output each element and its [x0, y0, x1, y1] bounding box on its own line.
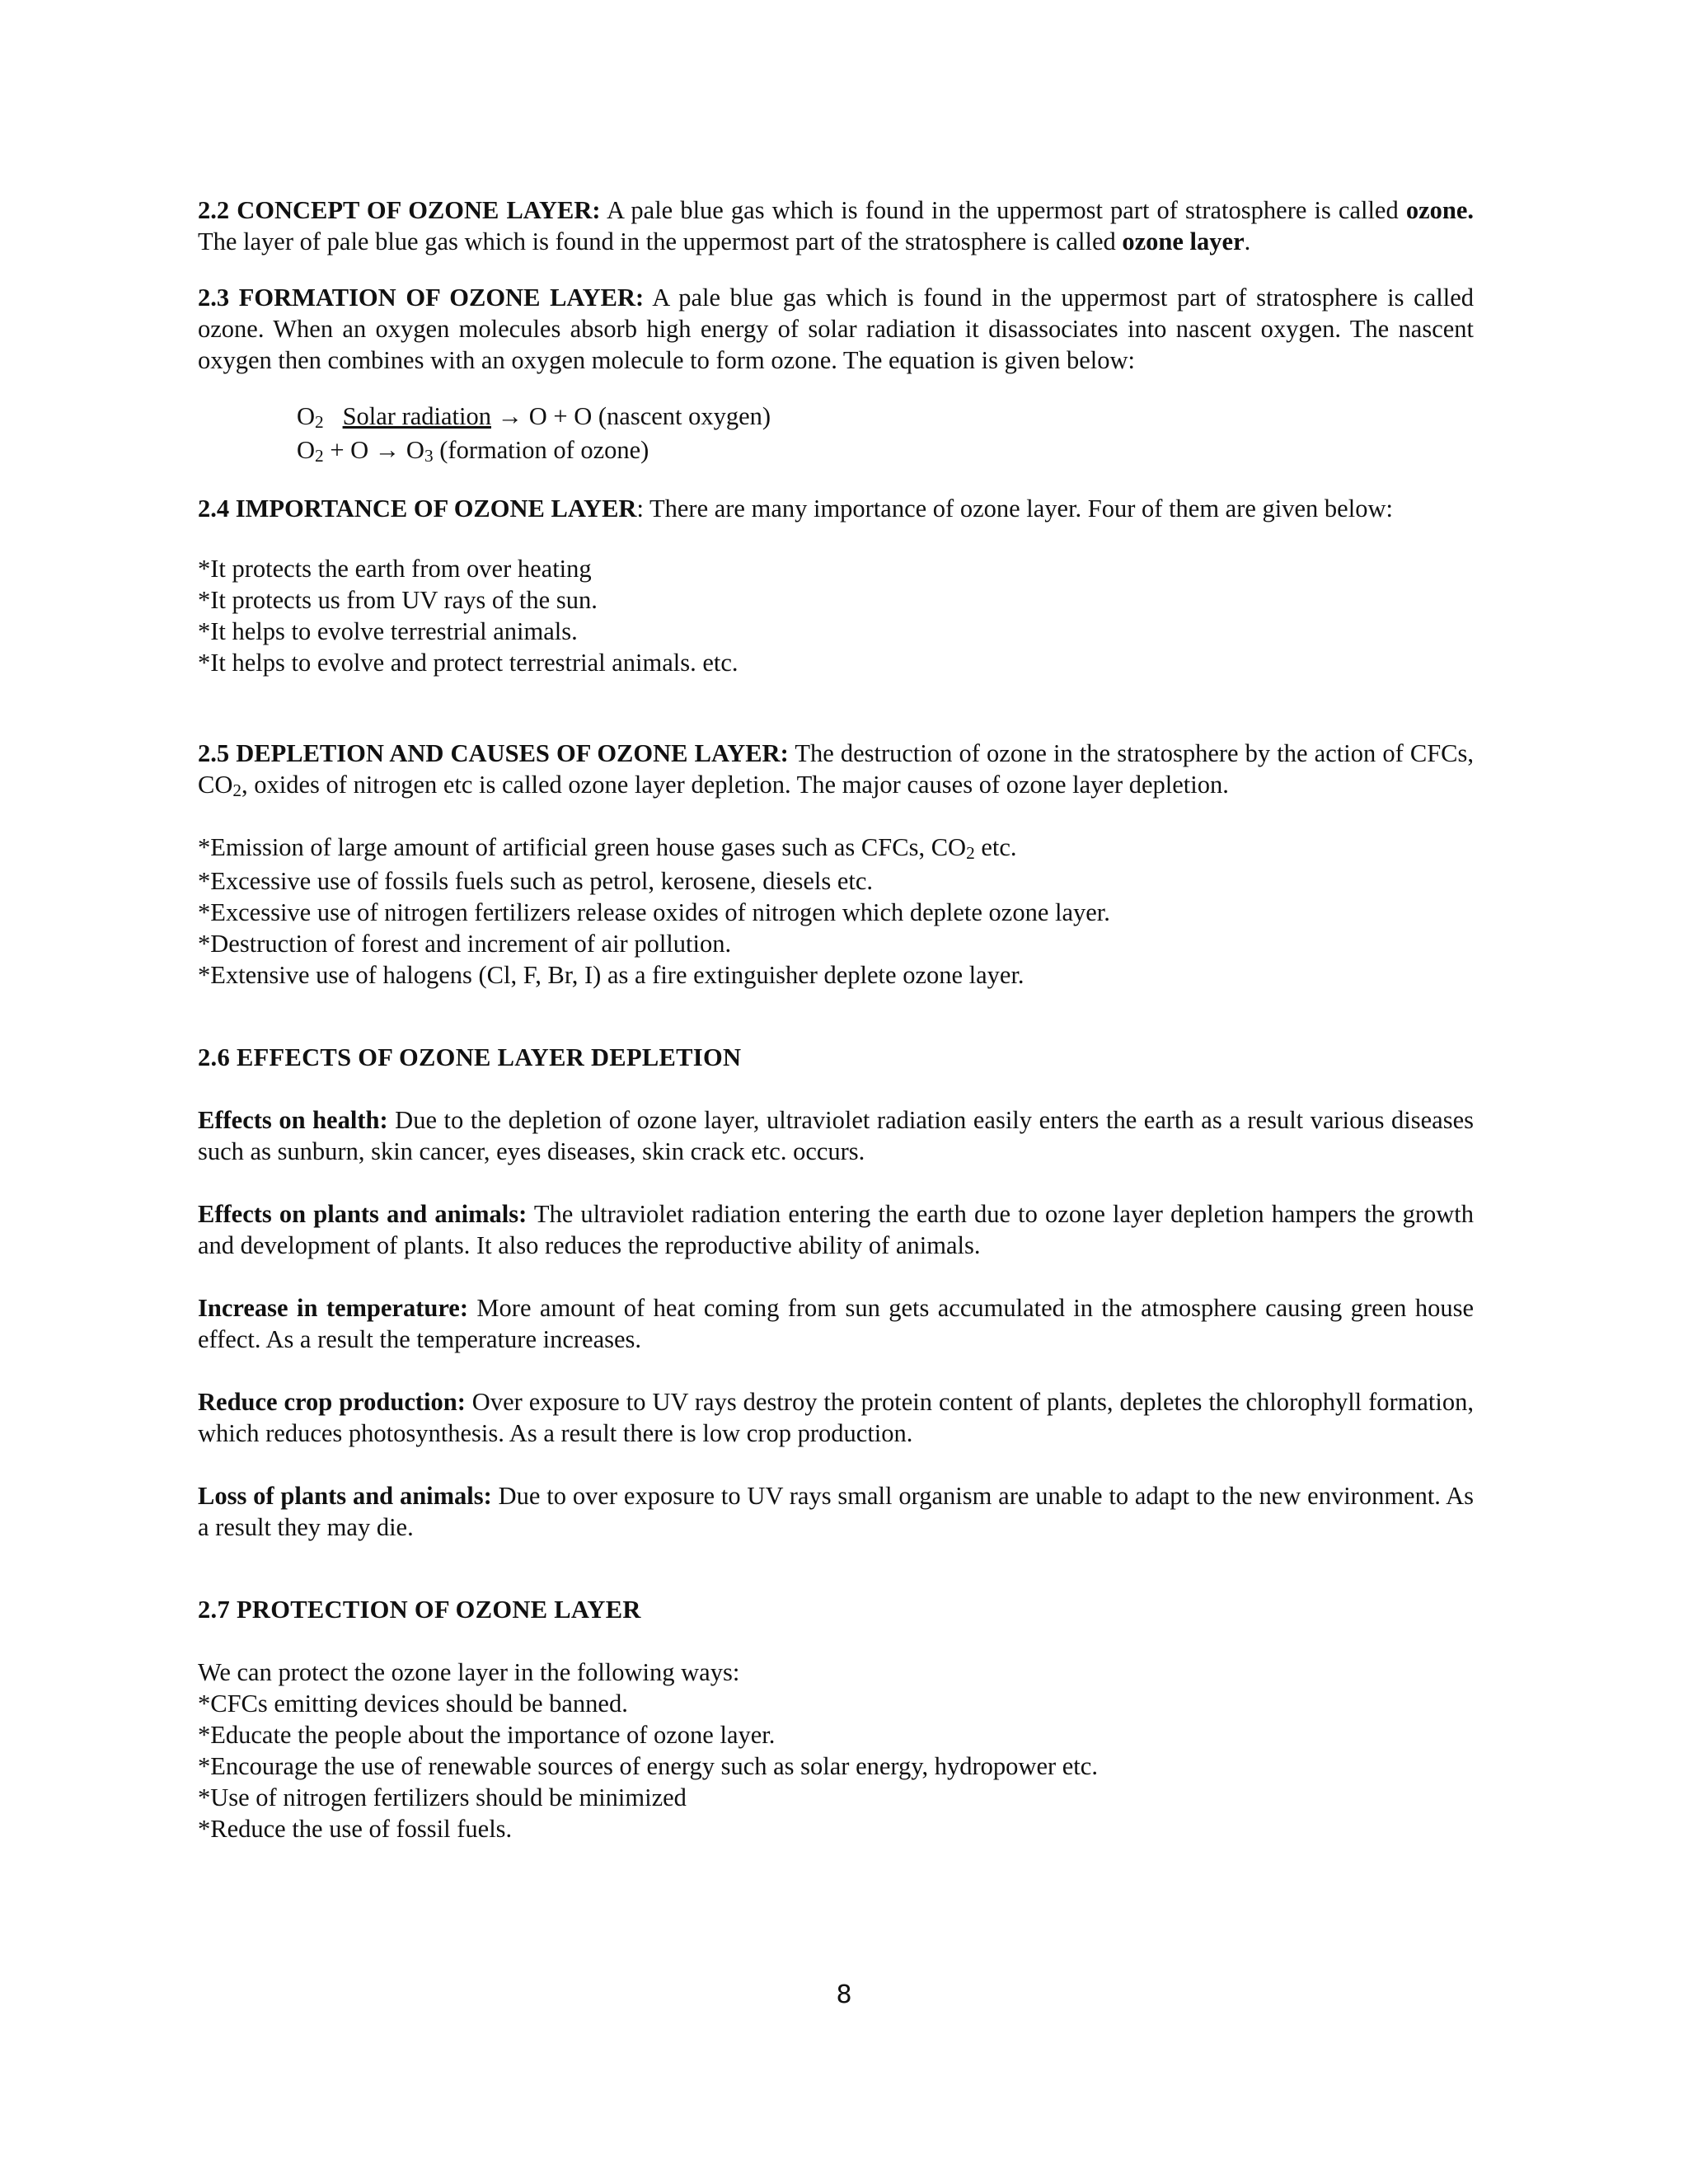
list-item: *Extensive use of halogens (Cl, F, Br, I) as a fire extinguisher deplete ozone layer.: [198, 961, 1025, 989]
effect-text: Due to over exposure to UV rays small organism are unable to adapt to the new environment. As a result they may die.: [198, 1482, 1474, 1541]
list-item: *It helps to evolve and protect terrestrial animals. etc.: [198, 649, 738, 677]
section-2-6-heading: 2.6 EFFECTS OF OZONE LAYER DEPLETION: [198, 1043, 742, 1071]
eq2-note: (formation of ozone): [433, 436, 649, 464]
effect-text: Over exposure to UV rays destroy the protein content of plants, depletes the chlorophyll formation, which reduces photosynthesis. As a result there is low crop production.: [198, 1388, 1474, 1447]
effect-paragraph: [198, 1198, 1474, 1261]
effect-paragraph: [198, 1386, 1474, 1449]
protection-intro: We can protect the ozone layer in the following ways:: [198, 1658, 740, 1686]
section-2-2-label: 2.2 CONCEPT OF OZONE LAYER:: [198, 196, 601, 224]
effect-label: Effects on health:: [198, 1106, 388, 1134]
section-2-2-bold-2: ozone layer: [1122, 227, 1245, 255]
section-2-2-bold-1: ozone.: [1405, 196, 1474, 224]
cause-1-subscript: 2: [966, 843, 975, 864]
list-item: *Excessive use of fossils fuels such as petrol, kerosene, diesels etc.: [198, 867, 874, 895]
effect-paragraph: [198, 1292, 1474, 1355]
list-item: *Educate the people about the importance of ozone layer.: [198, 1721, 776, 1749]
page-number: 8: [836, 1980, 852, 2009]
list-item: *It protects us from UV rays of the sun.: [198, 586, 598, 614]
section-2-5-label: 2.5 DEPLETION AND CAUSES OF OZONE LAYER:: [198, 739, 789, 767]
section-2-5-text-2: , oxides of nitrogen etc is called ozone layer depletion. The major causes of ozone layer depletion.: [241, 771, 1229, 799]
section-2-5-subscript: 2: [232, 780, 242, 801]
protection-list: [198, 1657, 1474, 1844]
list-item: *CFCs emitting devices should be banned.: [198, 1690, 628, 1718]
effect-paragraph: [198, 1104, 1474, 1167]
section-2-3-label: 2.3 FORMATION OF OZONE LAYER:: [198, 284, 645, 312]
section-2-5-paragraph: [198, 738, 1474, 803]
importance-list: [198, 553, 1474, 678]
eq2-subscript-2: 3: [424, 446, 434, 466]
eq1-solar-radiation: Solar radiation: [342, 402, 491, 430]
list-item: *Reduce the use of fossil fuels.: [198, 1815, 513, 1843]
section-2-2-text-2: The layer of pale blue gas which is found in the uppermost part of the stratosphere is called: [198, 227, 1123, 255]
section-2-5-text-1: The destruction of ozone in the stratosphere by the action of CFCs, CO: [198, 739, 1474, 799]
section-2-4-paragraph: [198, 493, 1474, 524]
effect-label: Effects on plants and animals:: [198, 1200, 528, 1228]
list-item: *Encourage the use of renewable sources of energy such as solar energy, hydropower etc.: [198, 1752, 1098, 1780]
cause-1-text: *Emission of large amount of artificial green house gases such as CFCs, CO: [198, 833, 967, 861]
section-2-3-text: A pale blue gas which is found in the uppermost part of stratosphere is called ozone. When an oxygen molecules absorb high energy of solar radiation it disassociates into nascent oxygen. The nascent oxygen then combines with an oxygen molecule to form ozone. The equation is given below:: [198, 284, 1474, 374]
effect-text: The ultraviolet radiation entering the earth due to ozone layer depletion hampers the growth and development of plants. It also reduces the reproductive ability of animals.: [198, 1200, 1474, 1259]
effect-text: More amount of heat coming from sun gets accumulated in the atmosphere causing green house effect. As a result the temperature increases.: [198, 1294, 1474, 1353]
eq1-subscript: 2: [315, 412, 324, 433]
section-2-2-text-1: A pale blue gas which is found in the uppermost part of stratosphere is called: [600, 196, 1406, 224]
effect-label: Increase in temperature:: [198, 1294, 469, 1322]
page-content: [198, 194, 1474, 1844]
list-item: *It helps to evolve terrestrial animals.: [198, 617, 578, 645]
list-item: *It protects the earth from over heating: [198, 555, 592, 583]
equation-1: [297, 401, 1474, 434]
list-item: *Destruction of forest and increment of air pollution.: [198, 930, 732, 958]
eq1-products: → O + O (nascent oxygen): [491, 402, 771, 430]
list-item: [198, 832, 1474, 865]
section-2-7-heading: 2.7 PROTECTION OF OZONE LAYER: [198, 1596, 641, 1624]
effect-text: Due to the depletion of ozone layer, ultraviolet radiation easily enters the earth as a result various diseases such as sunburn, skin cancer, eyes diseases, skin crack etc. occurs.: [198, 1106, 1474, 1165]
effect-label: Reduce crop production:: [198, 1388, 466, 1416]
section-2-4-text: : There are many importance of ozone layer. Four of them are given below:: [636, 494, 1393, 523]
section-2-2-text-3: .: [1244, 227, 1251, 255]
equations-block: [198, 401, 1474, 468]
list-item: *Excessive use of nitrogen fertilizers release oxides of nitrogen which deplete ozone layer.: [198, 898, 1110, 926]
section-2-4-label: 2.4 IMPORTANCE OF OZONE LAYER: [198, 494, 637, 523]
causes-list: [198, 832, 1474, 991]
eq2-middle: + O → O: [323, 436, 424, 464]
eq2-subscript-1: 2: [315, 446, 324, 466]
eq1-oxygen: O: [297, 402, 316, 430]
section-2-3-paragraph: [198, 282, 1474, 376]
eq2-oxygen: O: [297, 436, 316, 464]
cause-1-end: etc.: [974, 833, 1017, 861]
equation-2: [297, 434, 1474, 468]
list-item: *Use of nitrogen fertilizers should be minimized: [198, 1783, 687, 1811]
section-2-2-paragraph: [198, 194, 1474, 257]
effect-label: Loss of plants and animals:: [198, 1482, 492, 1510]
effect-paragraph: [198, 1480, 1474, 1543]
